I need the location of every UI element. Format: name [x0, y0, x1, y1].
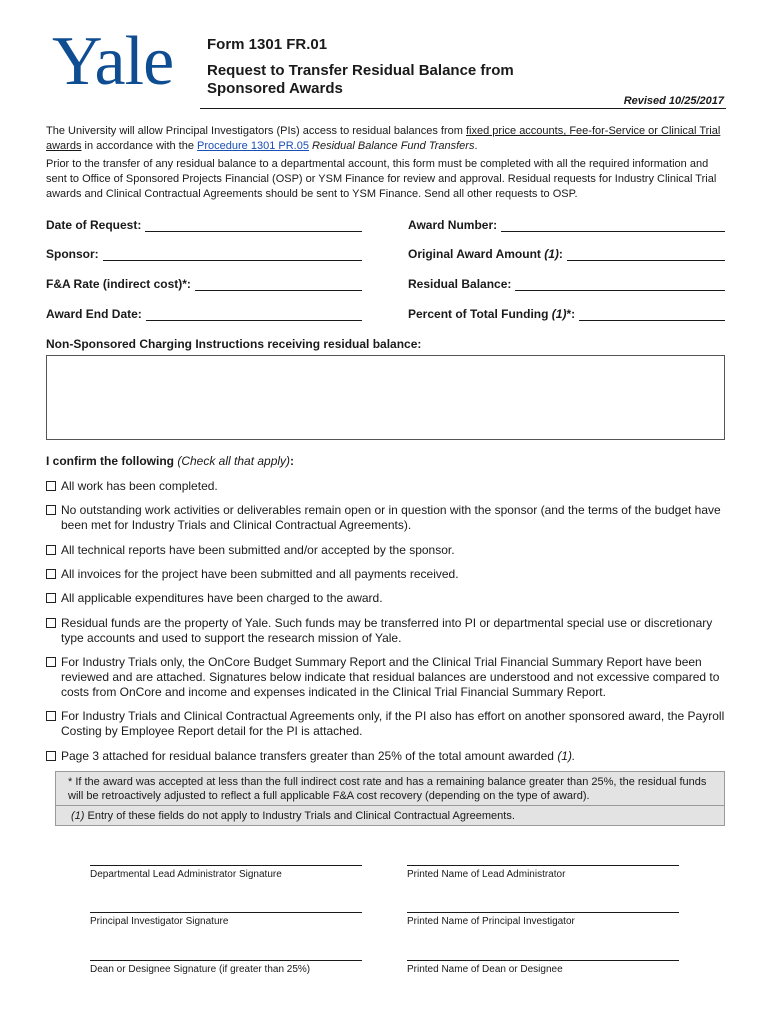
revised-date: Revised 10/25/2017	[623, 95, 724, 107]
intro-text: The University will allow Principal Investigators (PIs) access to residual balances from	[46, 125, 466, 137]
form-number: Form 1301 FR.01	[207, 36, 328, 53]
checkbox-item	[46, 591, 726, 606]
checkbox[interactable]	[46, 481, 56, 491]
label-text: Percent of Total Funding	[408, 307, 552, 321]
checkbox-item	[46, 616, 726, 646]
award-end-date-label: Award End Date:	[46, 307, 142, 321]
signature-label: Departmental Lead Administrator Signature	[90, 869, 282, 880]
checkbox-label: All technical reports have been submitted and/or accepted by the sponsor.	[61, 543, 455, 557]
date-of-request-input[interactable]	[145, 218, 362, 232]
checkbox-item	[46, 749, 726, 764]
signature-label: Dean or Designee Signature (if greater than 25%)	[90, 964, 311, 975]
confirm-subtitle: (Check all that apply)	[177, 454, 291, 468]
award-number-input[interactable]	[501, 218, 725, 232]
percent-total-funding-input[interactable]	[579, 307, 725, 321]
sponsor-field	[46, 247, 362, 261]
award-number-label: Award Number:	[408, 218, 498, 232]
signature-label: Printed Name of Principal Investigator	[407, 916, 575, 927]
original-award-amount-input[interactable]	[567, 247, 725, 261]
sponsor-input[interactable]	[103, 247, 362, 261]
pi-signature-line[interactable]	[90, 912, 362, 927]
award-end-date-input[interactable]	[146, 307, 362, 321]
date-of-request-label: Date of Request:	[46, 218, 142, 232]
checkbox-label: Residual funds are the property of Yale. Such funds may be transferred into PI or departmental special use or discretionary type accounts and used to support the research mission of Yale.	[61, 616, 713, 645]
residual-balance-field	[408, 277, 725, 291]
header-divider	[200, 108, 726, 109]
procedure-link[interactable]: Procedure 1301 PR.05	[197, 140, 309, 152]
fa-rate-label: F&A Rate (indirect cost)*:	[46, 277, 191, 291]
footnotes-box	[55, 771, 725, 826]
checkbox[interactable]	[46, 593, 56, 603]
dept-admin-signature-line[interactable]	[90, 865, 362, 880]
footnote-marker: (1).	[557, 749, 576, 763]
footnote-marker: (1)	[551, 307, 567, 321]
checkbox[interactable]	[46, 505, 56, 515]
checkbox[interactable]	[46, 657, 56, 667]
percent-total-funding-label	[408, 307, 575, 321]
checkbox[interactable]	[46, 569, 56, 579]
yale-logo: Yale	[52, 23, 174, 100]
signature-label: Printed Name of Lead Administrator	[407, 869, 566, 880]
form-title: Request to Transfer Residual Balance from Sponsored Awards	[207, 62, 514, 97]
original-award-amount-field	[408, 247, 725, 261]
footnote-1	[56, 805, 724, 823]
date-of-request-field	[46, 218, 362, 232]
checkbox-label	[61, 749, 726, 764]
intro-paragraph-2: Prior to the transfer of any residual balance to a departmental account, this form must be completed with all the required information and sent to Office of Sponsored Projects Financial (OSP) or YSM Finance for review and approval. Residual requests for Industry Clinical Trial awards and Clinical Contractual Agreements should be sent to YSM Finance. Send all other requests to OSP.	[46, 158, 717, 200]
checkbox[interactable]	[46, 545, 56, 555]
checkbox-label: For Industry Trials and Clinical Contractual Agreements only, if the PI also has effort on another sponsored award, the Payroll Costing by Employee Report detail for the PI is attached.	[61, 709, 725, 738]
fa-rate-input[interactable]	[195, 277, 362, 291]
checkbox-item	[46, 479, 726, 494]
checkbox-item	[46, 503, 726, 533]
signature-label: Principal Investigator Signature	[90, 916, 229, 927]
intro-text: in accordance with the	[81, 140, 198, 152]
percent-total-funding-field	[408, 307, 725, 321]
original-award-amount-label	[408, 247, 563, 261]
lead-admin-name-line[interactable]	[407, 865, 679, 880]
checkbox-item	[46, 655, 726, 700]
checkbox-label-text: Page 3 attached for residual balance transfers greater than 25% of the total amount awarded	[61, 749, 558, 763]
intro-text: .	[474, 140, 478, 152]
dean-name-line[interactable]	[407, 960, 679, 975]
footnote-asterisk: * If the award was accepted at less than the full indirect cost rate and has a remaining balance greater than 25%, the residual funds will be retroactively adjusted to reflect a full applicable F&A cost recovery (depending on the type of award).	[68, 776, 707, 802]
confirm-title-text: I confirm the following	[46, 454, 178, 468]
charging-instructions-textarea[interactable]	[46, 355, 725, 440]
checkbox-label: For Industry Trials only, the OnCore Budget Summary Report and the Clinical Trial Financial Summary Report have been reviewed and are attached. Signatures below indicate that residual balances are understood and not excessive compared to costs from OnCore and income and expenses indicated in the Clinical Trial Financial Summary Report.	[61, 655, 720, 699]
intro-paragraph-1	[46, 124, 726, 154]
checkbox-item	[46, 543, 726, 558]
label-text: Original Award Amount	[408, 247, 545, 261]
confirm-title	[46, 454, 294, 468]
checkbox-item	[46, 567, 726, 582]
checkbox-label: All work has been completed.	[61, 479, 218, 493]
checkbox[interactable]	[46, 711, 56, 721]
signature-label: Printed Name of Dean or Designee	[407, 964, 563, 975]
residual-balance-input[interactable]	[515, 277, 725, 291]
pi-name-line[interactable]	[407, 912, 679, 927]
label-colon: *:	[566, 307, 576, 321]
award-number-field	[408, 218, 725, 232]
checkbox-label: All invoices for the project have been submitted and all payments received.	[61, 567, 459, 581]
checkbox-label: All applicable expenditures have been charged to the award.	[61, 591, 383, 605]
checkbox[interactable]	[46, 618, 56, 628]
fa-rate-field	[46, 277, 362, 291]
label-colon: :	[558, 247, 563, 261]
dean-signature-line[interactable]	[90, 960, 362, 975]
sponsor-label: Sponsor:	[46, 247, 99, 261]
checkbox-item	[46, 709, 726, 739]
charging-instructions-title: Non-Sponsored Charging Instructions receiving residual balance:	[46, 337, 422, 351]
residual-balance-label: Residual Balance:	[408, 277, 512, 291]
confirm-colon: :	[290, 454, 295, 468]
checkbox-label: No outstanding work activities or deliverables remain open or in question with the sponsor (and the terms of the budget have been met for Industry Trials and Clinical Contractual Agreements).	[61, 503, 721, 532]
award-end-date-field	[46, 307, 362, 321]
intro-italic-text: Residual Balance Fund Transfers	[308, 140, 475, 152]
footnote-marker: (1)	[544, 247, 559, 261]
checkbox[interactable]	[46, 751, 56, 761]
fixed-price-accounts-link[interactable]: fixed price accounts, Fee-for-Service or Clinical Trial awards	[46, 125, 721, 152]
footnote-text: Entry of these fields do not apply to Industry Trials and Clinical Contractual Agreements.	[84, 810, 515, 822]
footnote-marker: (1)	[71, 810, 85, 822]
